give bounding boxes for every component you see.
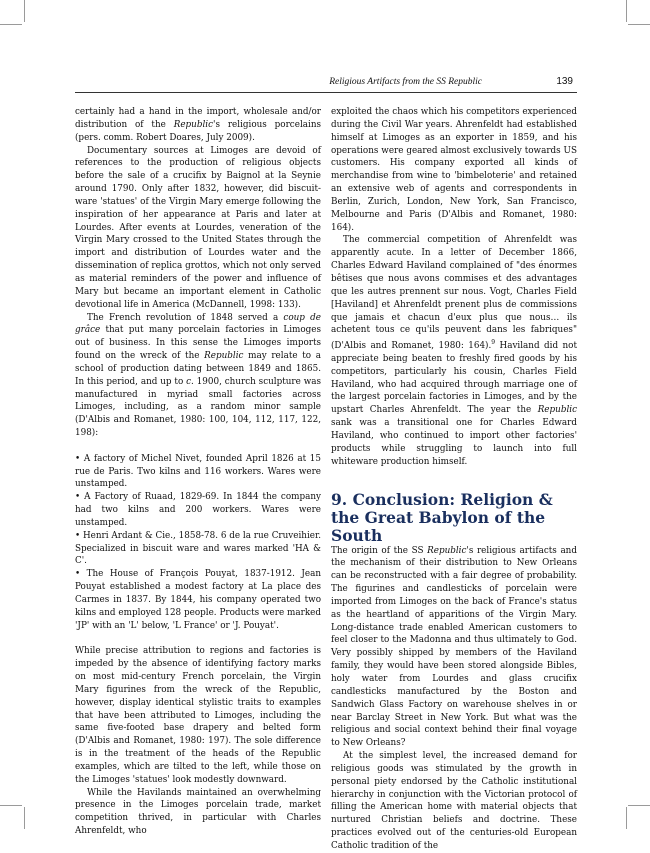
crop-mark	[0, 805, 22, 806]
crop-mark	[628, 24, 650, 25]
factory-list	[75, 453, 321, 633]
footnote-ref: 9	[491, 339, 496, 347]
list-item: • The House of François Pouyat, 1837-1912. Jean Pouyat established a modest factory at La place des Carmes in 1837. By 1844, his company operated two kilns and employed 128 people. Products were marked 'JP' with an 'L' below, 'L France' or 'J. Pouyat'.	[75, 569, 321, 631]
section-heading: 9. Conclusion: Religion & the Great Babylon of the South	[331, 489, 553, 545]
paragraph: While the Havilands maintained an overwhelming presence in the Limoges porcelain trade, market competition thrived, in particular with Charles Ahrenfeldt, who	[75, 787, 321, 837]
crop-mark	[628, 805, 650, 806]
list-item: • Henri Ardant & Cie., 1858-78. 6 de la rue Cruveihier. Specialized in biscuit ware and wares marked 'HA & C'.	[75, 530, 321, 567]
paragraph: At the simplest level, the increased demand for religious goods was stimulated by the growth in personal piety endorsed by the Catholic institutional hierarchy in conjunction with the Victorian protocol of filling the American home with material objects that nurtured Christian beliefs and doctrine. These practices evolved out of the centuries-old European Catholic tradition of the	[331, 751, 577, 851]
paragraph: Documentary sources at Limoges are devoid of references to the production of religious objects before the sale of a crucifix by Baignol at la Seynie around 1790. Only after 1832, however, did biscuit-ware 'statues' of the Virgin Mary emerge following the inspiration of her appearance at Paris and later at Lourdes. After events at Lourdes, veneration of the Virgin Mary crossed to the United States through the import and distribution of Lourdes water and the dissemination of replica grottos, which not only served as material reminders of the power and influence of Mary but became an important element in Catholic devotional life in America (McDannell, 1998: 133).	[75, 145, 321, 310]
paragraph: exploited the chaos which his competitors experienced during the Civil War years. Ahrenfeldt had established himself at Limoges as an exporter in 1859, and his operations were geared almost exclusively towards US customers. His company exported all kinds of merchandise from wine to 'bimbeloterie' and retained an extensive web of agents and correspondents in Berlin, Zurich, London, New York, San Francisco, Melbourne and Paris (D'Albis and Romanet, 1980: 164).	[331, 107, 577, 233]
paragraph: The commercial competition of Ahrenfeldt was apparently acute. In a letter of December 1866, Charles Edward Haviland complained of "des énormes bêtises que nous avons commises et des advantages que les autres prennent sur nous. Vogt, Charles Field [Haviland] et Ahrenfeldt prenent plus de commissions que jamais et chacun d'eux plus que nous… ils achetent tous ce qu'ils peuvent dans les fabriques" (D'Albis and Romanet, 1980: 164).$^9$ Haviland did not appreciate being beaten to freshly fired goods by his competitors, particularly his cousin, Charles Field Haviland, who had acquired through marriage one of the largest porcelain factories in Limoges, and by the upstart Charles Ahrenfeldt. The year the Republic sank was a transitional one for Charles Edward Haviland, who continued to import other factories' products while struggling to launch into full whiteware production himself.	[331, 235, 577, 467]
left-column	[75, 106, 321, 838]
running-header	[75, 74, 577, 93]
paragraph: While precise attribution to regions and factories is impeded by the absence of identifying factory marks on most mid-century French porcelain, the Virgin Mary figurines from the wreck of the Republic, however, display identical stylistic traits to examples that have been attributed to Limoges, including the same five-footed base drapery and belted form (D'Albis and Romanet, 1980: 197). The sole difference is in the treatment of the heads of the Republic examples, which are tilted to the left, while those on the Limoges 'statues' look modestly downward.	[75, 646, 321, 785]
crop-mark	[0, 24, 22, 25]
crop-mark	[24, 807, 25, 829]
list-item: • A Factory of Ruaad, 1829-69. In 1844 the company had two kilns and 200 workers. Wares were unstamped.	[75, 492, 321, 528]
crop-mark	[626, 0, 627, 22]
running-title: Religious Artifacts from the SS Republic	[329, 77, 482, 87]
paragraph: The origin of the SS Republic's religious artifacts and the mechanism of their distribution to New Orleans can be reconstructed with a fair degree of probability. The figurines and candlesticks of porcelain were imported from Limoges on the back of France's status as the heartland of apparitions of the Virgin Mary. Long-distance trade enabled American customers to feel closer to the Madonna and thus ultimately to God. Very possibly shipped by members of the Haviland family, they would have been stored alongside Bibles, holy water from Lourdes and glass crucifix candlesticks manufactured by the Boston and Sandwich Glass Factory on warehouse shelves in or near Barclay Street in New York. But what was the religious and social context behind their final voyage to New Orleans?	[331, 545, 577, 749]
paragraph: The French revolution of 1848 served a coup de grâce that put many porcelain factories in Limoges out of business. In this sense the Limoges imports found on the wreck of the Republic may relate to a school of production dating between 1849 and 1865. In this period, and up to c. 1900, church sculpture was manufactured in myriad small factories across Limoges, including, as a random minor sample (D'Albis and Romanet, 1980: 100, 104, 112, 117, 122, 198):	[75, 312, 321, 439]
crop-mark	[24, 0, 25, 22]
page-number: 139	[556, 76, 573, 87]
crop-mark	[626, 807, 627, 829]
list-item: • A factory of Michel Nivet, founded April 1826 at 15 rue de Paris. Two kilns and 116 workers. Wares were unstamped.	[75, 453, 321, 490]
paragraph: certainly had a hand in the import, wholesale and/or distribution of the Republic's religious porcelains (pers. comm. Robert Doares, July 2009).	[75, 107, 321, 143]
right-column	[331, 106, 577, 853]
